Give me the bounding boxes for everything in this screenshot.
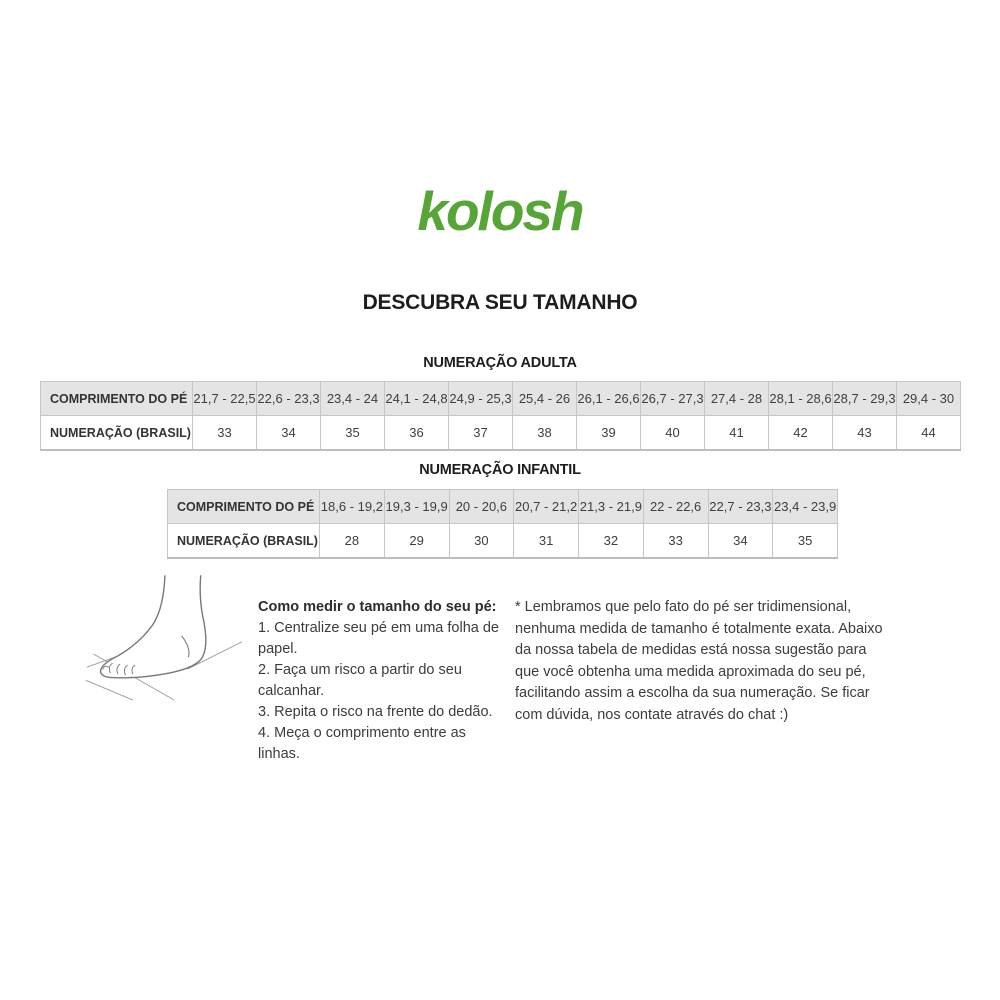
foot-length-cell: 26,1 - 26,6 <box>577 382 641 416</box>
size-cell: 35 <box>321 416 385 451</box>
adult-size-table <box>40 381 961 451</box>
size-cell: 44 <box>897 416 961 451</box>
child-foot-length-row <box>168 490 838 524</box>
size-cell: 31 <box>514 524 579 559</box>
page-title: DESCUBRA SEU TAMANHO <box>362 291 638 314</box>
how-to-step: 1. Centralize seu pé em uma folha de papel. <box>258 620 499 657</box>
size-cell: 36 <box>385 416 449 451</box>
adult-table-heading: NUMERAÇÃO ADULTA <box>423 355 577 371</box>
foot-length-cell: 22,7 - 23,3 <box>708 490 773 524</box>
how-to-step: 4. Meça o comprimento entre as linhas. <box>258 725 466 762</box>
foot-length-cell: 28,7 - 29,3 <box>833 382 897 416</box>
size-cell: 33 <box>643 524 708 559</box>
child-size-label: NUMERAÇÃO (BRASIL) <box>168 524 320 559</box>
foot-length-cell: 29,4 - 30 <box>897 382 961 416</box>
foot-length-cell: 26,7 - 27,3 <box>641 382 705 416</box>
foot-length-cell: 23,4 - 24 <box>321 382 385 416</box>
size-cell: 32 <box>579 524 644 559</box>
how-to-measure <box>258 597 510 765</box>
child-table-heading: NUMERAÇÃO INFANTIL <box>419 462 581 478</box>
size-cell: 35 <box>773 524 838 559</box>
size-cell: 28 <box>320 524 385 559</box>
foot-length-cell: 22 - 22,6 <box>643 490 708 524</box>
foot-length-cell: 28,1 - 28,6 <box>769 382 833 416</box>
foot-length-cell: 21,7 - 22,5 <box>193 382 257 416</box>
size-cell: 34 <box>257 416 321 451</box>
child-size-row <box>168 524 838 559</box>
foot-illustration <box>84 574 244 702</box>
size-cell: 43 <box>833 416 897 451</box>
foot-length-cell: 25,4 - 26 <box>513 382 577 416</box>
size-cell: 42 <box>769 416 833 451</box>
size-cell: 33 <box>193 416 257 451</box>
kolosh-logo: kolosh <box>417 180 583 242</box>
size-cell: 29 <box>384 524 449 559</box>
size-cell: 41 <box>705 416 769 451</box>
adult-foot-length-label: COMPRIMENTO DO PÉ <box>41 382 193 416</box>
foot-length-cell: 20 - 20,6 <box>449 490 514 524</box>
size-cell: 39 <box>577 416 641 451</box>
foot-length-cell: 27,4 - 28 <box>705 382 769 416</box>
foot-length-cell: 23,4 - 23,9 <box>773 490 838 524</box>
foot-outline <box>101 576 206 678</box>
child-size-table <box>167 489 838 559</box>
child-foot-length-label: COMPRIMENTO DO PÉ <box>168 490 320 524</box>
foot-length-cell: 19,3 - 19,9 <box>384 490 449 524</box>
size-cell: 38 <box>513 416 577 451</box>
size-cell: 30 <box>449 524 514 559</box>
foot-length-cell: 24,1 - 24,8 <box>385 382 449 416</box>
how-to-step: 3. Repita o risco na frente do dedão. <box>258 704 493 720</box>
adult-size-row <box>41 416 961 451</box>
adult-foot-length-row <box>41 382 961 416</box>
foot-length-cell: 24,9 - 25,3 <box>449 382 513 416</box>
how-to-steps <box>258 618 510 765</box>
measurement-note: * Lembramos que pelo fato do pé ser tridimensional, nenhuma medida de tamanho é totalmente exata. Abaixo da nossa tabela de medidas está nossa sugestão para que você obtenha uma medida aproximada do seu pé, facilitando assim a escolha da sua numeração. Se ficar com dúvida, nos contate através do chat :) <box>515 599 883 723</box>
foot-length-cell: 18,6 - 19,2 <box>320 490 385 524</box>
size-cell: 37 <box>449 416 513 451</box>
how-to-heading: Como medir o tamanho do seu pé: <box>258 599 497 615</box>
foot-length-cell: 20,7 - 21,2 <box>514 490 579 524</box>
foot-length-cell: 22,6 - 23,3 <box>257 382 321 416</box>
how-to-step: 2. Faça um risco a partir do seu calcanhar. <box>258 662 462 699</box>
adult-size-label: NUMERAÇÃO (BRASIL) <box>41 416 193 451</box>
foot-length-cell: 21,3 - 21,9 <box>579 490 644 524</box>
size-cell: 34 <box>708 524 773 559</box>
size-cell: 40 <box>641 416 705 451</box>
